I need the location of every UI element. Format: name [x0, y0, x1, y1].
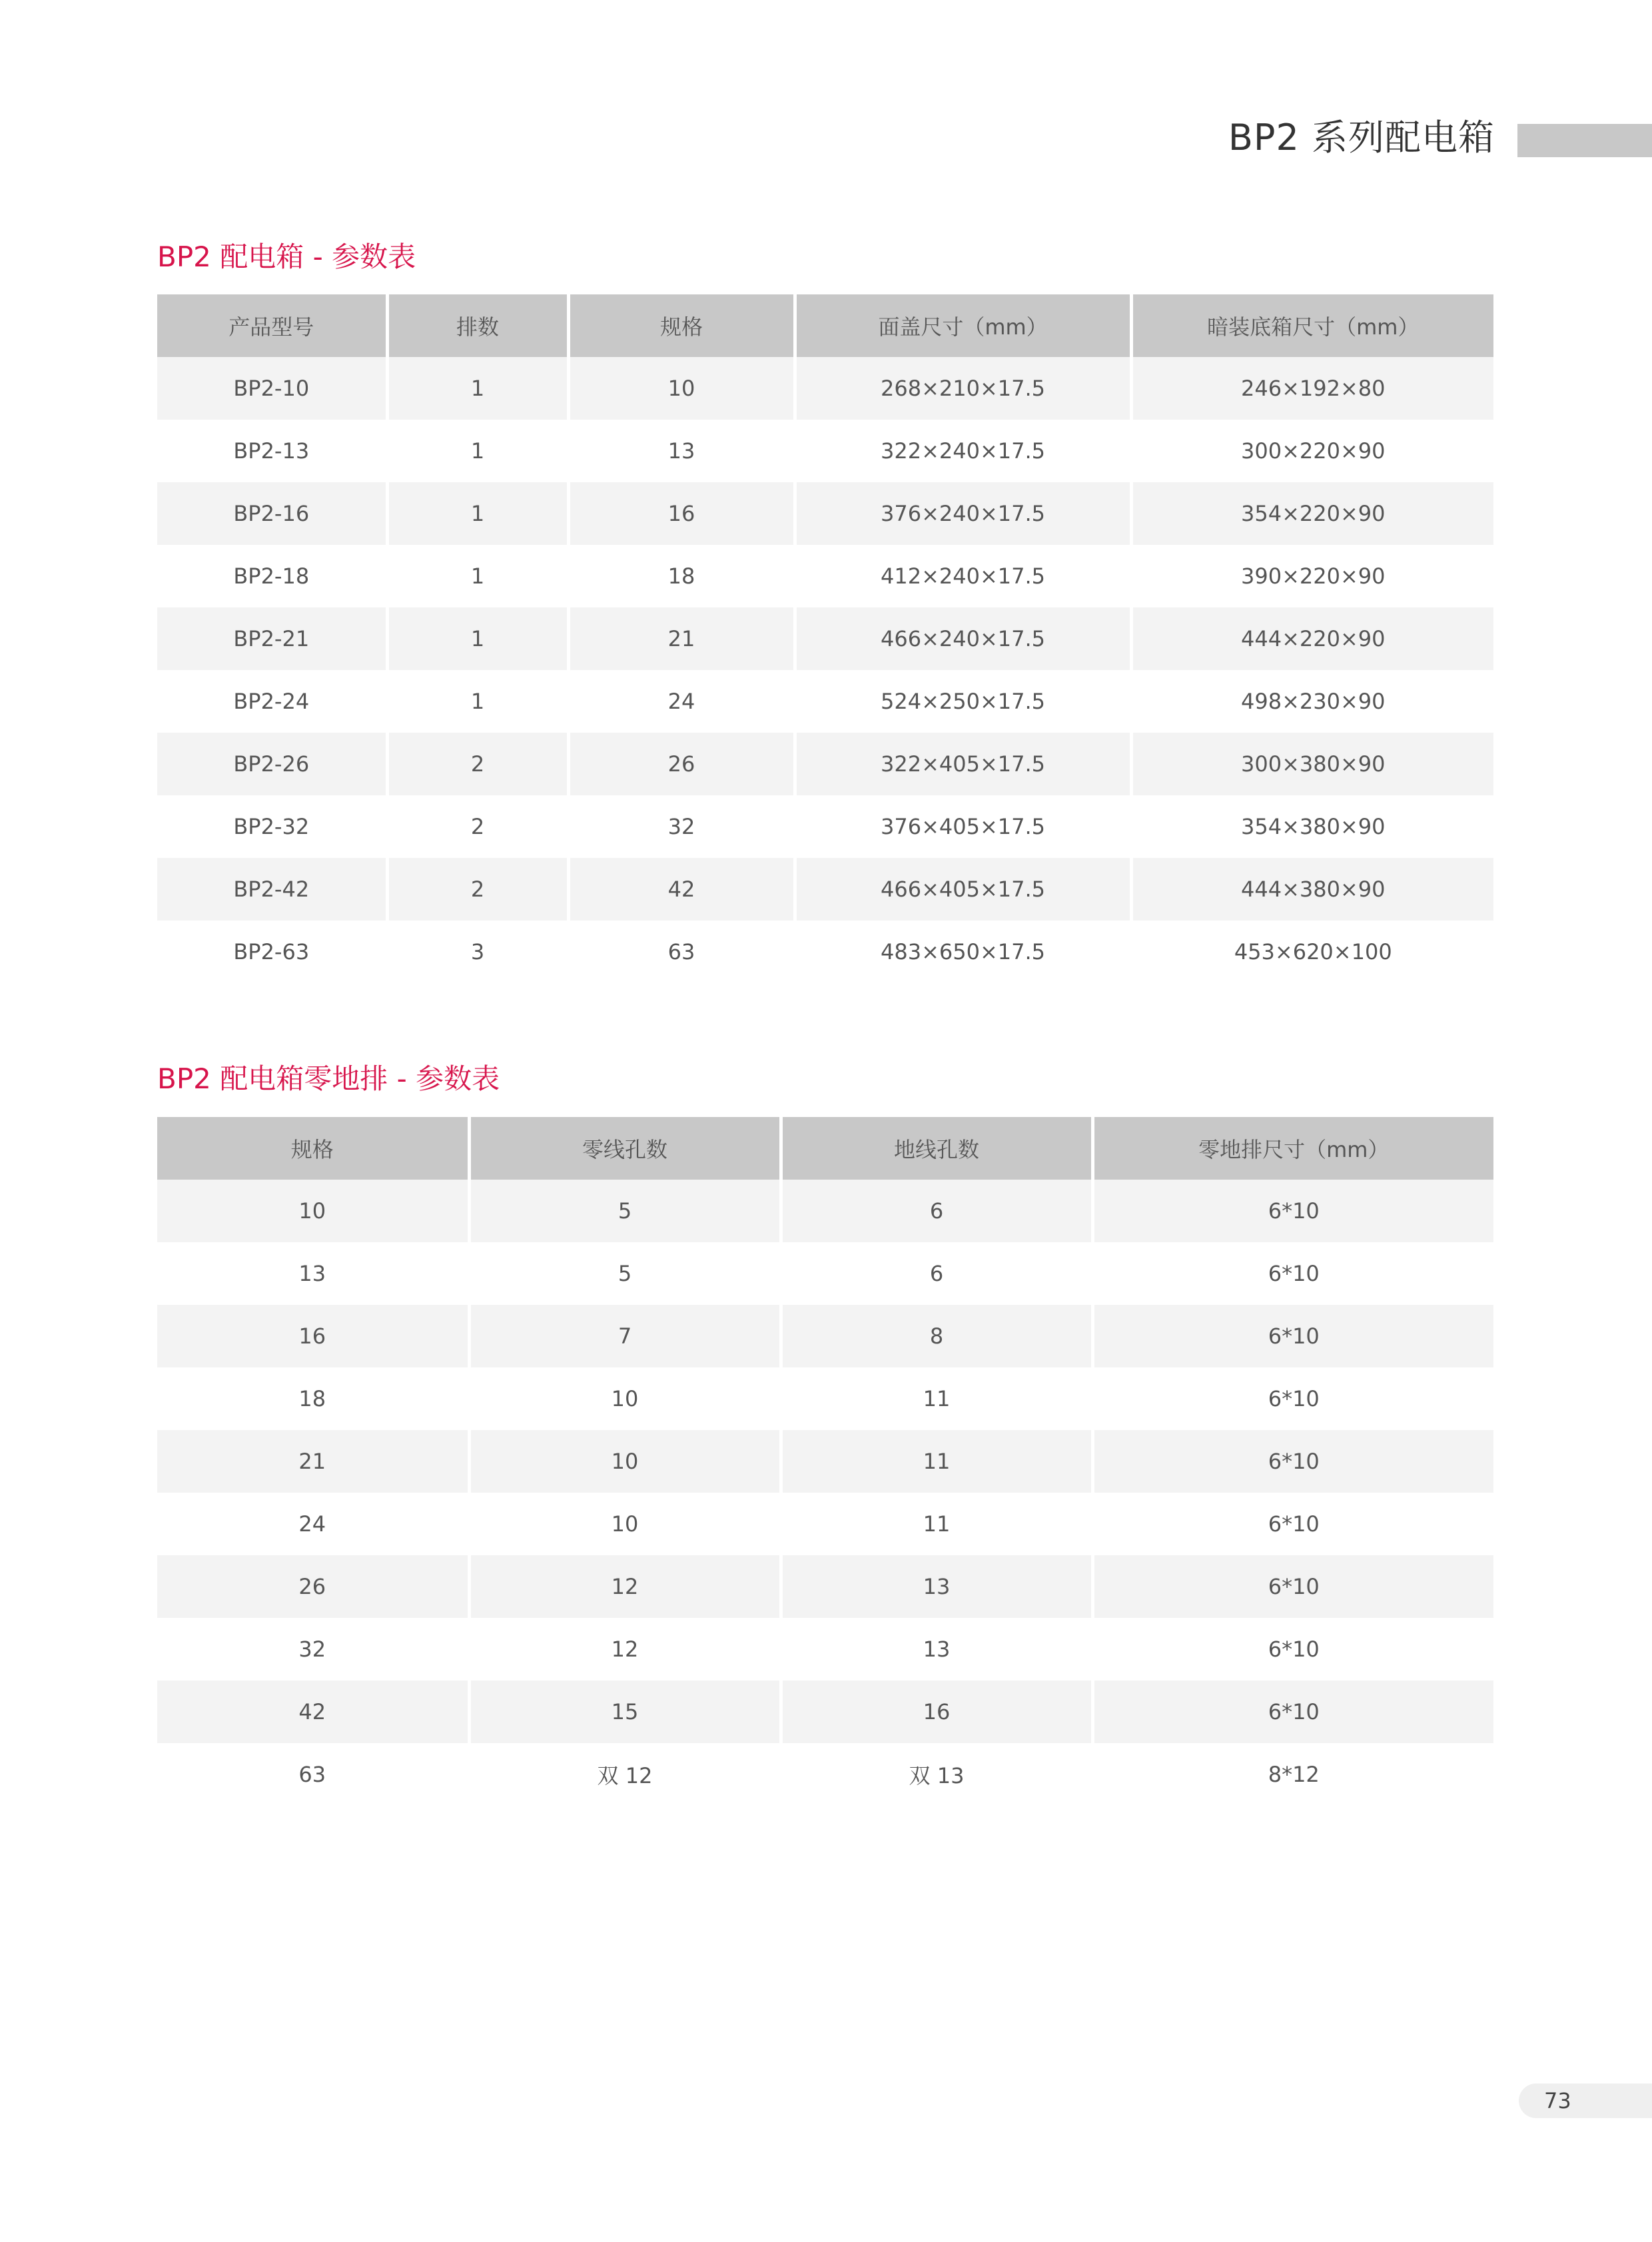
table-row [157, 921, 1493, 983]
table-cell: 21 [157, 1430, 469, 1493]
table-cell: 483×650×17.5 [795, 921, 1131, 983]
table-cell: 1 [387, 420, 568, 482]
table-cell: 444×380×90 [1131, 858, 1493, 921]
table-cell: 6*10 [1092, 1305, 1493, 1367]
table-cell: 3 [387, 921, 568, 983]
table-cell: 6*10 [1092, 1242, 1493, 1305]
table-cell: BP2-26 [157, 733, 387, 795]
table-cell: BP2-42 [157, 858, 387, 921]
table-cell: 444×220×90 [1131, 607, 1493, 670]
table-cell: 412×240×17.5 [795, 545, 1131, 607]
table-cell: BP2-24 [157, 670, 387, 733]
table-row [157, 1743, 1493, 1806]
table-cell: 6 [781, 1242, 1092, 1305]
column-header: 排数 [387, 294, 568, 357]
table-cell: 6*10 [1092, 1367, 1493, 1430]
table-cell: BP2-18 [157, 545, 387, 607]
table-row [157, 1242, 1493, 1305]
table-cell: 354×380×90 [1131, 795, 1493, 858]
table-cell: 10 [157, 1180, 469, 1242]
table-cell: 300×220×90 [1131, 420, 1493, 482]
table-cell: 10 [568, 357, 795, 420]
column-header: 暗装底箱尺寸（mm） [1131, 294, 1493, 357]
table-cell: 6*10 [1092, 1618, 1493, 1681]
table-row [157, 1555, 1493, 1618]
table-cell: 354×220×90 [1131, 482, 1493, 545]
table-cell: 32 [568, 795, 795, 858]
table2-header-row [157, 1117, 1493, 1180]
table-cell: 1 [387, 357, 568, 420]
table-row [157, 1681, 1493, 1743]
table-cell: 10 [469, 1430, 781, 1493]
table-cell: BP2-63 [157, 921, 387, 983]
table-row [157, 670, 1493, 733]
table-row [157, 482, 1493, 545]
table-cell: 1 [387, 482, 568, 545]
table-cell: 6*10 [1092, 1555, 1493, 1618]
column-header: 地线孔数 [781, 1117, 1092, 1180]
table1-header-row [157, 294, 1493, 357]
table-cell: 322×240×17.5 [795, 420, 1131, 482]
column-header: 规格 [568, 294, 795, 357]
table-cell: 15 [469, 1681, 781, 1743]
table1-title: BP2 配电箱 - 参数表 [157, 240, 416, 273]
column-header: 规格 [157, 1117, 469, 1180]
table-row [157, 357, 1493, 420]
table-cell: 390×220×90 [1131, 545, 1493, 607]
table-cell: 2 [387, 733, 568, 795]
column-header: 零地排尺寸（mm） [1092, 1117, 1493, 1180]
table-cell: 524×250×17.5 [795, 670, 1131, 733]
table-cell: 246×192×80 [1131, 357, 1493, 420]
table-cell: 12 [469, 1555, 781, 1618]
table-cell: 32 [157, 1618, 469, 1681]
table-cell: 1 [387, 670, 568, 733]
table-cell: 466×240×17.5 [795, 607, 1131, 670]
table-cell: 13 [157, 1242, 469, 1305]
table-cell: 6 [781, 1180, 1092, 1242]
neutral-ground-bar-spec-table [157, 1117, 1493, 1806]
table-row [157, 607, 1493, 670]
table-cell: 376×405×17.5 [795, 795, 1131, 858]
table-cell: 5 [469, 1242, 781, 1305]
table-row [157, 1618, 1493, 1681]
table-cell: 18 [568, 545, 795, 607]
table2-title: BP2 配电箱零地排 - 参数表 [157, 1062, 500, 1095]
table-cell: 6*10 [1092, 1681, 1493, 1743]
table-cell: 双 13 [781, 1743, 1092, 1806]
table-cell: 498×230×90 [1131, 670, 1493, 733]
page-number: 73 [1544, 2088, 1571, 2113]
table-row [157, 1430, 1493, 1493]
header-accent-bar [1517, 124, 1652, 157]
table-cell: 16 [157, 1305, 469, 1367]
table-cell: 6*10 [1092, 1430, 1493, 1493]
table-cell: 5 [469, 1180, 781, 1242]
table-cell: 26 [157, 1555, 469, 1618]
table-row [157, 420, 1493, 482]
table-cell: 24 [568, 670, 795, 733]
table-cell: 16 [568, 482, 795, 545]
table-cell: 16 [781, 1681, 1092, 1743]
page-header-title: BP2 系列配电箱 [1228, 117, 1495, 159]
table-cell: 1 [387, 545, 568, 607]
table-cell: 6*10 [1092, 1493, 1493, 1555]
table-cell: BP2-32 [157, 795, 387, 858]
table-row [157, 545, 1493, 607]
table-cell: 21 [568, 607, 795, 670]
table-cell: 63 [568, 921, 795, 983]
table-cell: 13 [781, 1555, 1092, 1618]
table-cell: 2 [387, 795, 568, 858]
table-cell: 24 [157, 1493, 469, 1555]
table-cell: 11 [781, 1493, 1092, 1555]
table-row [157, 733, 1493, 795]
table-cell: 42 [568, 858, 795, 921]
table-cell: 42 [157, 1681, 469, 1743]
table-cell: 268×210×17.5 [795, 357, 1131, 420]
table-cell: 12 [469, 1618, 781, 1681]
table-cell: 11 [781, 1430, 1092, 1493]
table-cell: 8 [781, 1305, 1092, 1367]
table-cell: BP2-13 [157, 420, 387, 482]
table-cell: 376×240×17.5 [795, 482, 1131, 545]
table-cell: 453×620×100 [1131, 921, 1493, 983]
table-cell: BP2-16 [157, 482, 387, 545]
table-row [157, 1305, 1493, 1367]
column-header: 产品型号 [157, 294, 387, 357]
column-header: 零线孔数 [469, 1117, 781, 1180]
table-cell: 322×405×17.5 [795, 733, 1131, 795]
table-cell: 18 [157, 1367, 469, 1430]
table-cell: BP2-21 [157, 607, 387, 670]
table-cell: 8*12 [1092, 1743, 1493, 1806]
table-row [157, 1180, 1493, 1242]
table-row [157, 795, 1493, 858]
table-cell: 2 [387, 858, 568, 921]
table-cell: 10 [469, 1493, 781, 1555]
table-cell: 1 [387, 607, 568, 670]
table-row [157, 1367, 1493, 1430]
table-row [157, 1493, 1493, 1555]
table-cell: 26 [568, 733, 795, 795]
table-cell: 7 [469, 1305, 781, 1367]
table-cell: 6*10 [1092, 1180, 1493, 1242]
column-header: 面盖尺寸（mm） [795, 294, 1131, 357]
table-row [157, 858, 1493, 921]
table-cell: 11 [781, 1367, 1092, 1430]
table-cell: 13 [568, 420, 795, 482]
table-cell: 466×405×17.5 [795, 858, 1131, 921]
distribution-box-spec-table [157, 294, 1493, 983]
table-cell: 10 [469, 1367, 781, 1430]
table-cell: BP2-10 [157, 357, 387, 420]
table-cell: 300×380×90 [1131, 733, 1493, 795]
page-number-pill [1519, 2083, 1652, 2118]
table-cell: 双 12 [469, 1743, 781, 1806]
table-cell: 63 [157, 1743, 469, 1806]
table-cell: 13 [781, 1618, 1092, 1681]
